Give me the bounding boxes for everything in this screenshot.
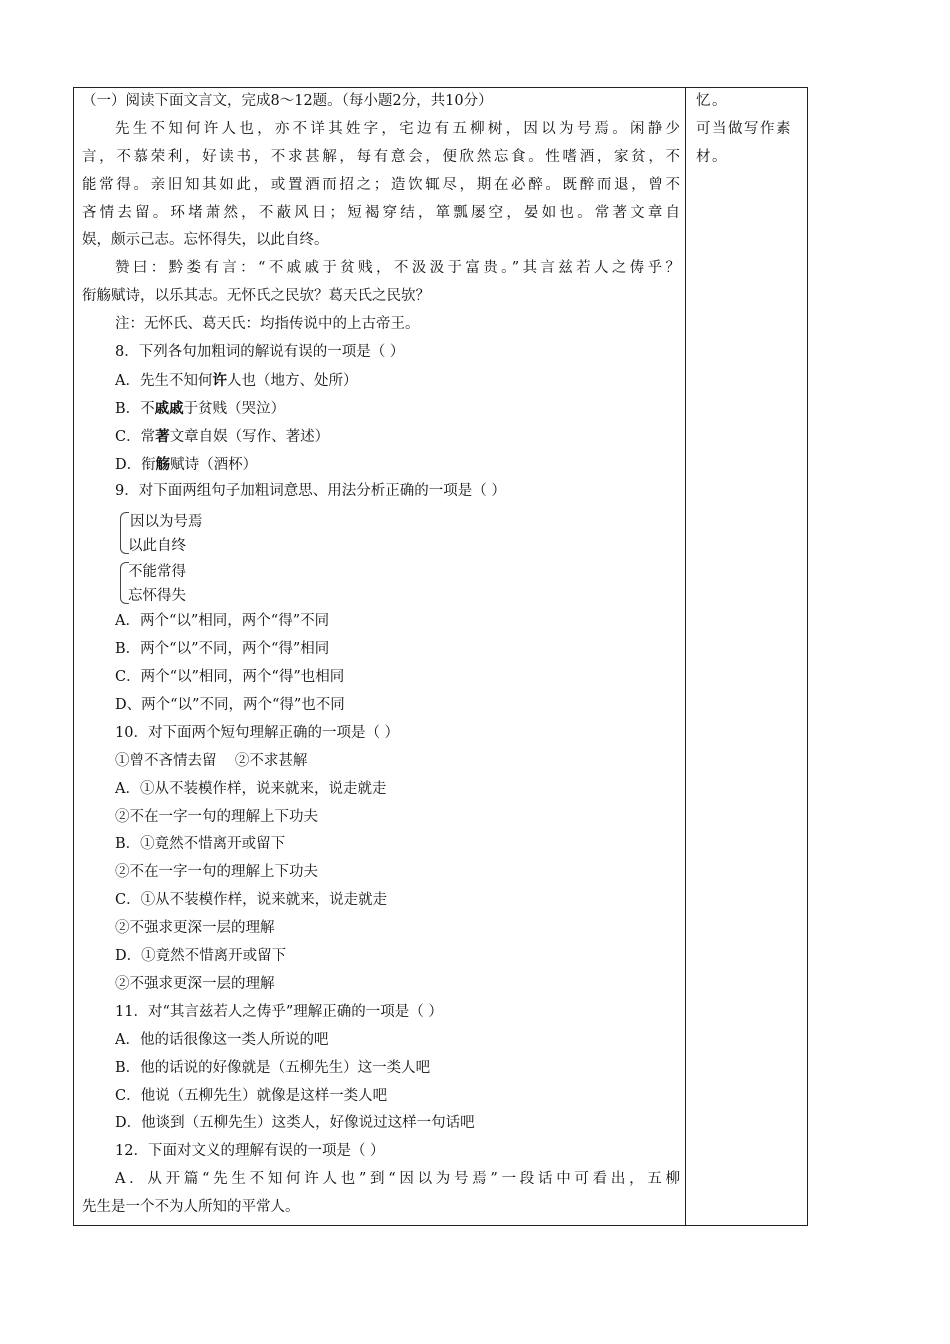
q10-option-line: ②不强求更深一层的理解	[115, 920, 275, 937]
q9-option-b: B．两个“以”不同，两个“得”相同	[115, 641, 330, 658]
passage-line: 言，不慕荣利，好读书，不求甚解，每有意会，便欣然忘食。性嗜酒，家贫，不	[82, 148, 680, 165]
q8-option-a	[82, 367, 680, 395]
bold-word: 觞	[155, 455, 171, 473]
option-text: B．不	[115, 400, 155, 417]
main-column	[82, 88, 680, 1222]
q9-sentence-groups	[82, 506, 680, 608]
q8-stem: 8．下列各句加粗词的解说有误的一项是（ ）	[115, 344, 405, 361]
option-text: 赋诗（酒杯）	[170, 456, 258, 473]
passage-line: 能常得。亲旧知其如此，或置酒而招之；造饮辄尽，期在必醉。既醉而退，曾不	[82, 176, 680, 193]
annotation-note: 注：无怀氏、葛天氏：均指传说中的上古帝王。	[115, 316, 420, 333]
q12-option-a-line: A．从开篇“先生不知何许人也”到“因以为号焉”一段话中可看出，五柳	[115, 1171, 680, 1188]
zan-line: 赞曰：黔娄有言：“不戚戚于贫贱，不汲汲于富贵。”其言兹若人之俦乎？	[115, 260, 680, 277]
q11-option-a: A．他的话很像这一类人所说的吧	[115, 1031, 329, 1048]
q8-option-c	[82, 423, 680, 451]
bold-word: 许	[212, 371, 227, 389]
side-note-line: 忆。	[696, 93, 728, 109]
q10-option-line: ②不强求更深一层的理解	[115, 975, 275, 992]
q11-option-b: B．他的话说的好像就是（五柳先生）这一类人吧	[115, 1059, 431, 1076]
q10-phrases: ①曾不吝情去留 ②不求甚解	[115, 752, 308, 769]
q9-stem: 9．对下面两组句子加粗词意思、用法分析正确的一项是（ ）	[115, 483, 506, 500]
q9-group1-line: 因以为号焉	[130, 514, 203, 531]
passage-line: 先生不知何许人也，亦不详其姓字，宅边有五柳树，因以为号焉。闲静少	[115, 120, 680, 137]
q10-option-line: A．①从不装模作样，说来就来，说走就走	[115, 780, 387, 797]
zan-line: 衔觞赋诗，以乐其志。无怀氏之民欤？葛天氏之民欤？	[82, 288, 430, 305]
q10-option-line: ②不在一字一句的理解上下功夫	[115, 808, 318, 825]
q9-group1-line: 以此自终	[128, 538, 186, 555]
passage-line: 吝情去留。环堵萧然，不蔽风日；短褐穿结，箪瓢屡空，晏如也。常著文章自	[82, 204, 680, 221]
q10-stem: 10．对下面两个短句理解正确的一项是（ ）	[115, 724, 400, 741]
option-text: 文章自娱（写作、著述）	[169, 428, 330, 445]
side-note-line: 材。	[696, 148, 728, 165]
bold-word: 戚戚	[154, 399, 184, 417]
passage-line: 娱，颇示己志。忘怀得失，以此自终。	[82, 232, 329, 249]
q9-option-a: A．两个“以”相同，两个“得”不同	[115, 613, 330, 630]
q10-option-line: D．①竟然不惜离开或留下	[115, 948, 287, 965]
column-divider	[685, 87, 686, 1226]
q10-option-line: C．①从不装模作样，说来就来，说走就走	[115, 892, 388, 909]
q11-option-c: C．他说（五柳先生）就像是这样一类人吧	[115, 1087, 388, 1104]
side-column	[696, 88, 800, 172]
q10-option-line: ②不在一字一句的理解上下功夫	[115, 864, 318, 881]
section-heading: （一）阅读下面文言文，完成8～12题。（每小题2分，共10分）	[82, 93, 493, 109]
q9-group2-line: 忘怀得失	[128, 588, 186, 605]
option-text: C．常	[115, 428, 156, 445]
q8-option-b	[82, 395, 680, 423]
option-text: D．衔	[115, 456, 156, 473]
option-text: 人也（地方、处所）	[226, 372, 358, 389]
q12-option-a-line: 先生是一个不为人所知的平常人。	[82, 1199, 300, 1216]
q9-group2-line: 不能常得	[128, 564, 186, 581]
option-text: A．先生不知何	[115, 372, 213, 389]
option-text: 于贫贱（哭泣）	[183, 400, 286, 417]
q10-option-line: B．①竟然不惜离开或留下	[115, 836, 286, 853]
q9-option-c: C．两个“以”相同，两个“得”也相同	[115, 669, 345, 686]
q12-stem: 12．下面对文义的理解有误的一项是（ ）	[115, 1143, 385, 1160]
side-note-line: 可当做写作素	[696, 120, 792, 137]
q11-option-d: D．他谈到（五柳先生）这类人，好像说过这样一句话吧	[115, 1115, 475, 1132]
q8-option-d	[82, 451, 680, 479]
q9-option-d: D、两个“以”不同，两个“得”也不同	[115, 697, 345, 714]
q11-stem: 11．对“其言兹若人之俦乎”理解正确的一项是（ ）	[115, 1003, 443, 1020]
bold-word: 著	[155, 427, 170, 445]
